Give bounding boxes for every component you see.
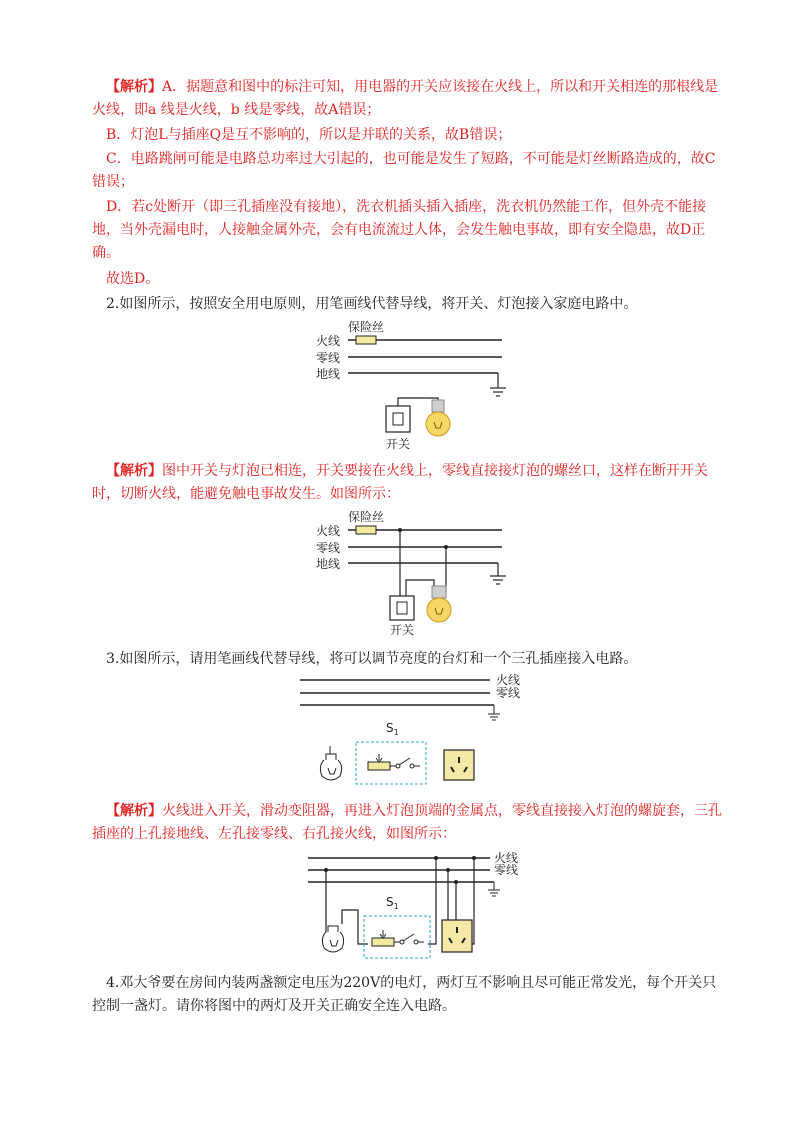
dimmer-switch-box bbox=[356, 742, 426, 784]
q3-question: 3.如图所示，请用笔画线代替导线，将可以调节亮度的台灯和一个三孔插座接入电路。 bbox=[106, 651, 638, 667]
light-bulb-icon bbox=[427, 586, 451, 622]
neutral-wire-label: 零线 bbox=[494, 863, 519, 877]
fuse-label: 保险丝 bbox=[348, 510, 385, 524]
live-wire-label: 火线 bbox=[316, 524, 341, 538]
neutral-wire-label: 零线 bbox=[496, 686, 521, 700]
q3-answer-figure bbox=[308, 850, 548, 962]
q1-analysis-d: D．若c处断开（即三孔插座没有接地），洗衣机插头插入插座，洗衣机仍然能工作，但外壳不能接地，当外壳漏电时，人接触金属外壳，会有电流流过人体，会发生触电事故，即有安全隐患，故D正确。 bbox=[92, 199, 707, 261]
switch-icon bbox=[390, 596, 414, 620]
q1-analysis-a: 【解析】A．据题意和图中的标注可知，用电器的开关应该接在火线上，所以和开关相连的那根线是火线，即a 线是火线，b 线是零线，故A错误； bbox=[92, 79, 719, 118]
ground-symbol-icon bbox=[488, 882, 500, 896]
switch-icon bbox=[390, 758, 420, 768]
three-hole-socket-icon bbox=[444, 750, 474, 780]
q1-analysis-b: B．灯泡L与插座Q是互不影响的，所以是并联的关系，故B错误； bbox=[106, 127, 512, 143]
q2-analysis: 【解析】图中开关与灯泡已相连，开关要接在火线上，零线直接接灯泡的螺丝口，这样在断开开关时，切断火线，能避免触电事故发生。如图所示： bbox=[92, 463, 708, 502]
q3-question-figure bbox=[300, 672, 540, 792]
q3-analysis: 【解析】火线进入开关，滑动变阻器，再进入灯泡顶端的金属点，零线直接接入灯泡的螺旋套，三孔插座的上孔接地线、左孔接零线、右孔接火线，如图所示： bbox=[92, 803, 722, 842]
light-bulb-icon bbox=[320, 746, 341, 780]
ground-symbol-icon bbox=[490, 576, 506, 584]
ground-wire-label: 地线 bbox=[316, 557, 341, 571]
q4-question: 4.邓大爷要在房间内装两盏额定电压为220V的电灯，两灯互不影响且尽可能正常发光，每个开关只控制一盏灯。请你将图中的两灯及开关正确安全连入电路。 bbox=[92, 975, 717, 1014]
live-wire-label: 火线 bbox=[494, 851, 519, 865]
light-bulb-icon bbox=[426, 400, 450, 436]
switch-label: 开关 bbox=[386, 437, 411, 451]
fuse-label: 保险丝 bbox=[348, 320, 385, 334]
live-wire-label: 火线 bbox=[496, 673, 521, 687]
fuse-icon bbox=[356, 336, 376, 344]
q2-answer-figure bbox=[310, 508, 530, 638]
switch-icon bbox=[386, 406, 410, 432]
q2-question-figure bbox=[310, 318, 530, 458]
switch-s1-label: $S_1$ bbox=[386, 895, 399, 911]
q2-question: 2.如图所示，按照安全用电原则，用笔画线代替导线，将开关、灯泡接入家庭电路中。 bbox=[106, 296, 638, 312]
rheostat-icon bbox=[372, 930, 394, 946]
dimmer-switch-box bbox=[364, 916, 430, 958]
ground-symbol-icon bbox=[488, 705, 500, 720]
fuse-icon bbox=[356, 526, 376, 534]
live-wire-label: 火线 bbox=[316, 334, 341, 348]
three-hole-socket-icon bbox=[442, 920, 472, 952]
switch-label: 开关 bbox=[390, 623, 415, 637]
neutral-wire-label: 零线 bbox=[316, 541, 341, 555]
ground-symbol-icon bbox=[490, 388, 506, 396]
switch-icon bbox=[394, 934, 424, 944]
switch-s1-label: $S_1$ bbox=[386, 721, 399, 737]
rheostat-icon bbox=[368, 754, 390, 770]
neutral-wire-label: 零线 bbox=[316, 351, 341, 365]
q1-choice: 故选D。 bbox=[106, 271, 160, 287]
q1-analysis-c: C．电路跳闸可能是电路总功率过大引起的，也可能是发生了短路，不可能是灯丝断路造成的，故C错误； bbox=[92, 151, 716, 190]
ground-wire-label: 地线 bbox=[316, 367, 341, 381]
analysis-tag: 【解析】 bbox=[106, 79, 162, 95]
